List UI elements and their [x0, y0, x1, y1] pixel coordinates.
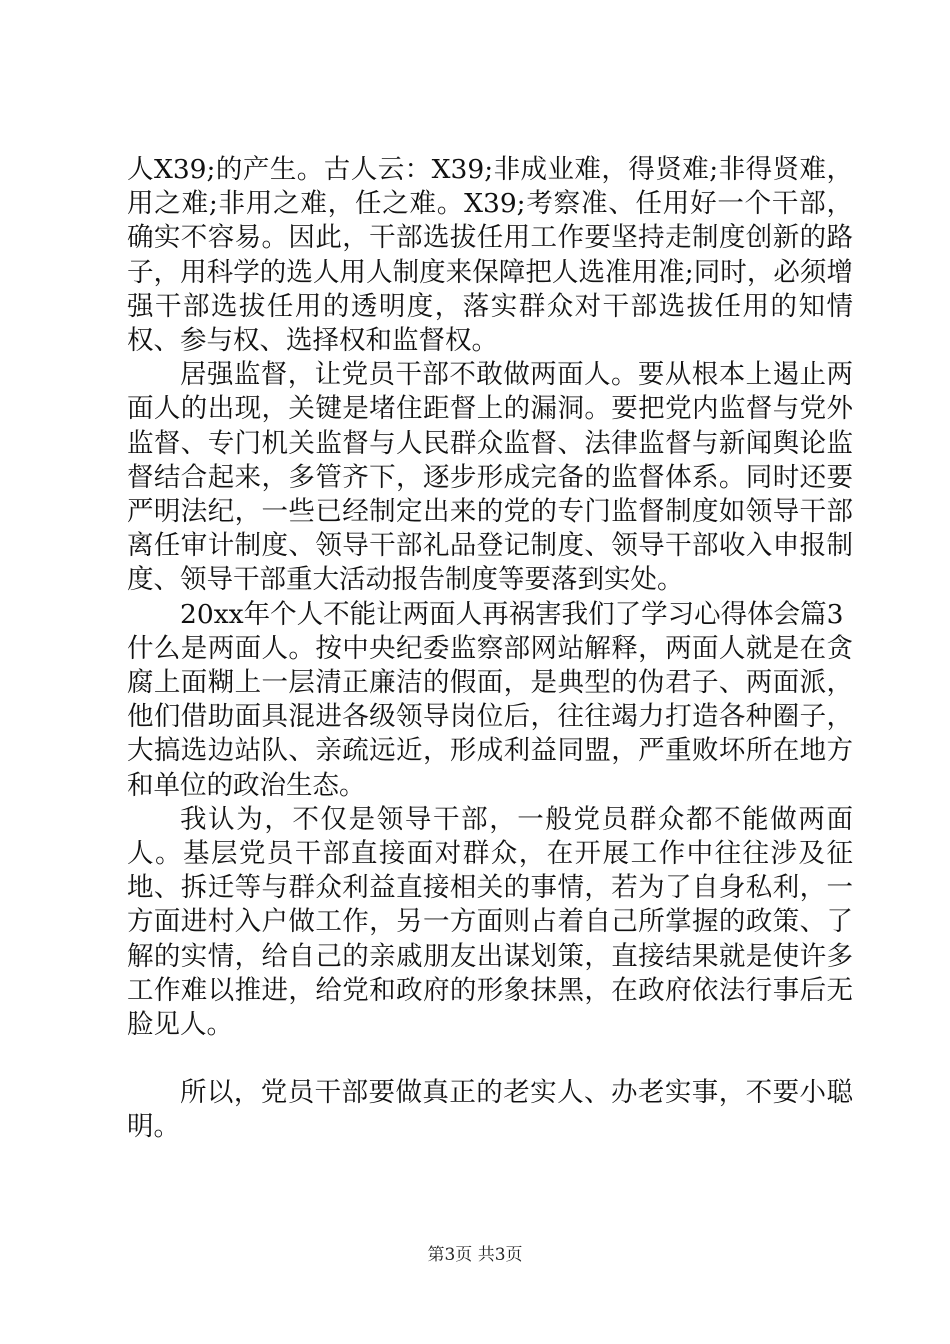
document-body	[127, 153, 853, 1145]
paragraph-4: 我认为，不仅是领导干部，一般党员群众都不能做两面人。基层党员干部直接面对群众，在开展工作中往往涉及征地、拆迁等与群众利益直接相关的事情，若为了自身私利，一方面进村入户做工作，另一方面则占着自己所掌握的政策、了解的实情，给自己的亲戚朋友出谋划策，直接结果就是使许多工作难以推进，给党和政府的形象抹黑，在政府依法行事后无脸见人。	[127, 803, 853, 1041]
section-heading: 20xx年个人不能让两面人再祸害我们了学习心得体会篇3	[180, 598, 844, 630]
page-number: 第3页 共3页	[427, 1245, 523, 1265]
paragraph-1: 人X39;的产生。古人云：X39;非成业难，得贤难;非得贤难，用之难;非用之难，任之难。X39;考察准、任用好一个干部，确实不容易。因此，干部选拔任用工作要坚持走制度创新的路子，用科学的选人用人制度来保障把人选准用准;同时，必须增强干部选拔任用的透明度，落实群众对干部选拔任用的知情权、参与权、选择权和监督权。	[127, 154, 853, 357]
paragraph-2: 居强监督，让党员干部不敢做两面人。要从根本上遏止两面人的出现，关键是堵住距督上的漏洞。要把党内监督与党外监督、专门机关监督与人民群众监督、法律监督与新闻舆论监督结合起来，多管齐下，逐步形成完备的监督体系。同时还要严明法纪，一些已经制定出来的党的专门监督制度如领导干部离任审计制度、领导干部礼品登记制度、领导干部收入申报制度、领导干部重大活动报告制度等要落到实处。	[127, 359, 853, 596]
paragraph-5: 所以，党员干部要做真正的老实人、办老实事，不要小聪明。	[127, 1077, 853, 1143]
paragraph-3: 什么是两面人。按中央纪委监察部网站解释，两面人就是在贪腐上面糊上一层清正廉洁的假面，是典型的伪君子、两面派，他们借助面具混进各级领导岗位后，往往竭力打造各种圈子，大搞选边站队、亲疏远近，形成利益同盟，严重败坏所在地方和单位的政治生态。	[127, 632, 853, 801]
